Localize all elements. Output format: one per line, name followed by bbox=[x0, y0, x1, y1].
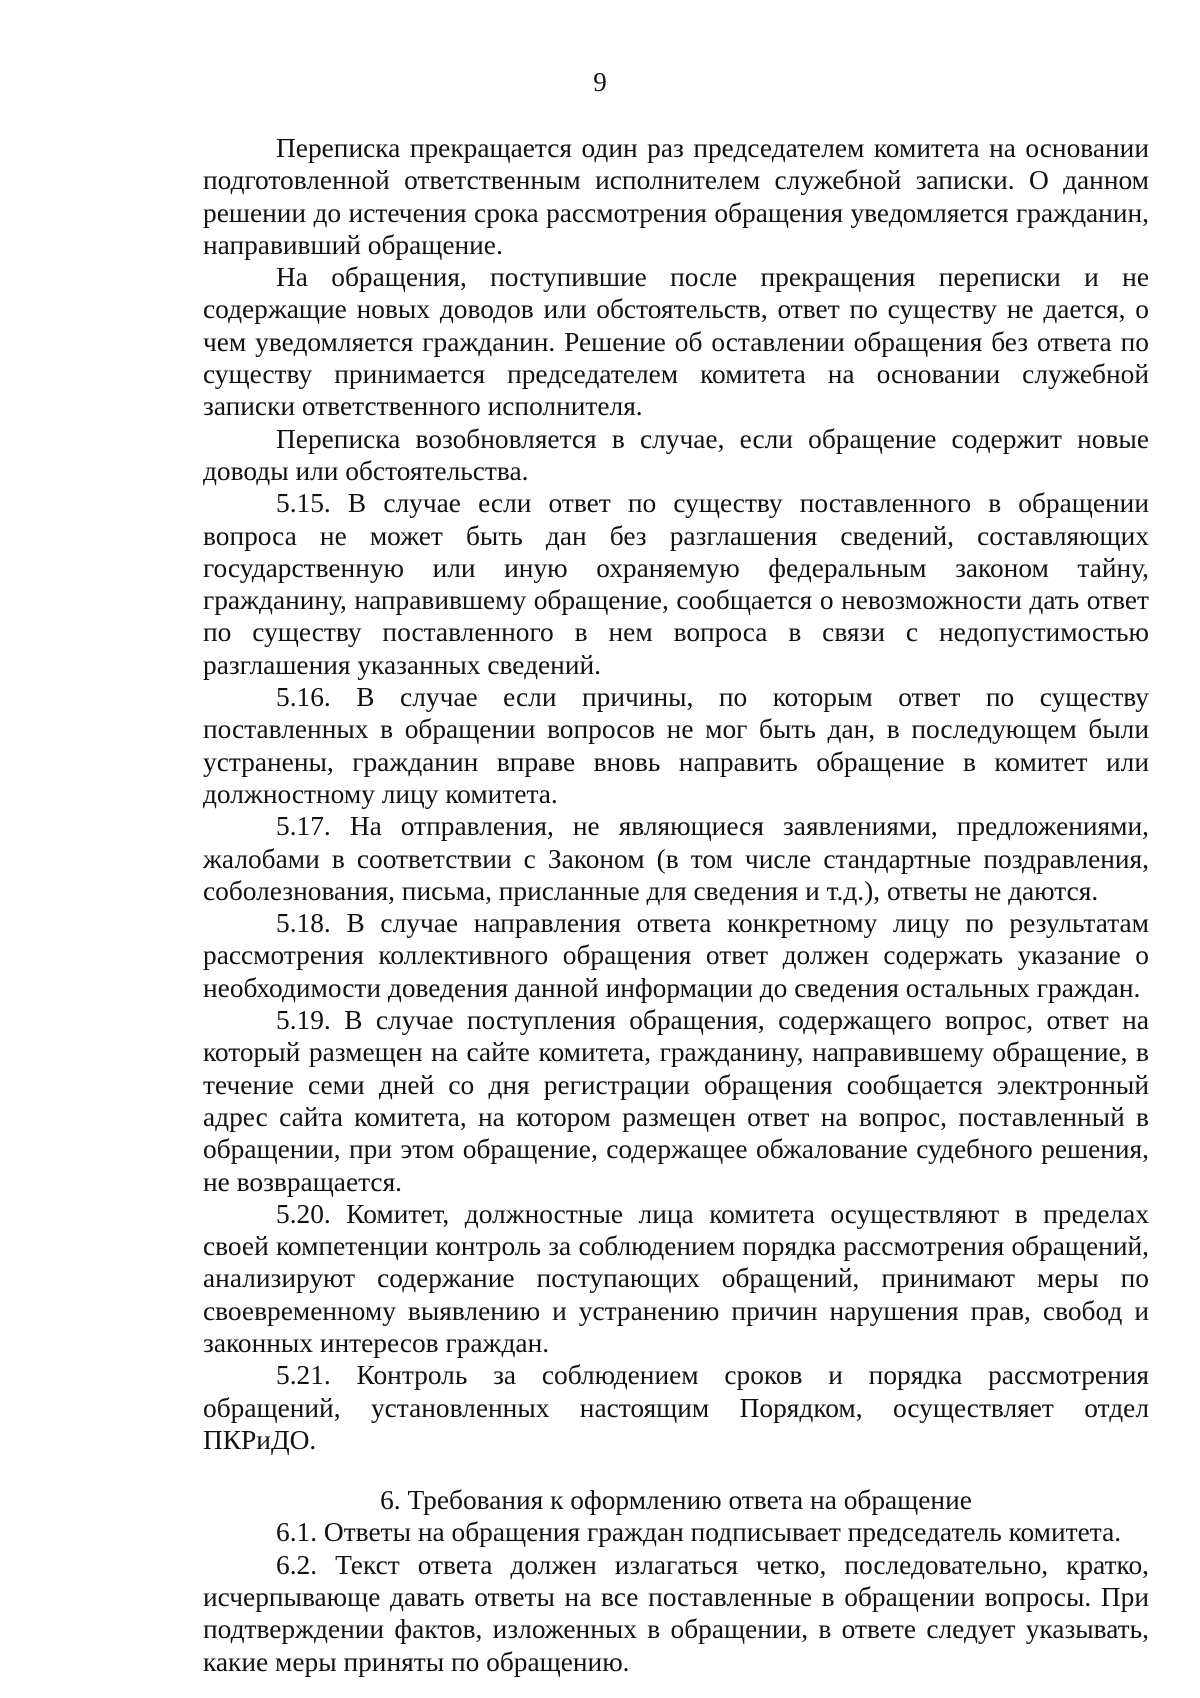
page-number: 9 bbox=[593, 67, 607, 97]
paragraph-5-18: 5.18. В случае направления ответа конкретному лицу по результатам рассмотрения коллективного обращения ответ должен содержать указание о необходимости доведения данной информации до сведения остальных граждан. bbox=[203, 908, 1149, 1003]
paragraph-5-16: 5.16. В случае если причины, по которым ответ по существу поставленных в обращении вопросов не мог быть дан, в последующем были устранены, гражданин вправе вновь направить обращение в комитет или должностному лицу комитета. bbox=[203, 682, 1149, 809]
paragraph-correspondence-termination: Переписка прекращается один раз председателем комитета на основании подготовленной ответственным исполнителем служебной записки. О данном решении до истечения срока рассмотрения обращения уведомляется гражданин, направивший обращение. bbox=[203, 133, 1149, 260]
document-body bbox=[203, 132, 1149, 1678]
paragraph-5-17: 5.17. На отправления, не являющиеся заявлениями, предложениями, жалобами в соответствии с Законом (в том числе стандартные поздравления, соболезнования, письма, присланные для сведения и т.д.), ответы не даются. bbox=[203, 811, 1149, 906]
paragraph-5-21: 5.21. Контроль за соблюдением сроков и порядка рассмотрения обращений, установленных настоящим Порядком, осуществляет отдел ПКРиДО. bbox=[203, 1360, 1149, 1455]
section-heading-6: 6. Требования к оформлению ответа на обращение bbox=[380, 1485, 972, 1516]
paragraph-5-20: 5.20. Комитет, должностные лица комитета осуществляют в пределах своей компетенции контроль за соблюдением порядка рассмотрения обращений, анализируют содержание поступающих обращений, принимают меры по своевременному выявлению и устранению причин нарушения прав, свобод и законных интересов граждан. bbox=[203, 1198, 1149, 1358]
paragraph-appeals-after-termination: На обращения, поступившие после прекращения переписки и не содержащие новых доводов или обстоятельств, ответ по существу не дается, о чем уведомляется гражданин. Решение об оставлении обращения без ответа по существу принимается председателем комитета на основании служебной записки ответственного исполнителя. bbox=[203, 262, 1149, 422]
paragraph-correspondence-resumption: Переписка возобновляется в случае, если обращение содержит новые доводы или обстоятельства. bbox=[203, 423, 1149, 486]
paragraph-5-19: 5.19. В случае поступления обращения, содержащего вопрос, ответ на который размещен на сайте комитета, гражданину, направившему обращение, в течение семи дней со дня регистрации обращения сообщается электронный адрес сайта комитета, на котором размещен ответ на вопрос, поставленный в обращении, при этом обращение, содержащее обжалование судебного решения, не возвращается. bbox=[203, 1005, 1149, 1197]
paragraph-6-2: 6.2. Текст ответа должен излагаться четко, последовательно, кратко, исчерпывающе давать ответы на все поставленные в обращении вопросы. При подтверждении фактов, изложенных в обращении, в ответе следует указывать, какие меры приняты по обращению. bbox=[203, 1549, 1149, 1677]
paragraph-5-15: 5.15. В случае если ответ по существу поставленного в обращении вопроса не может быть дан без разглашения сведений, составляющих государственную или иную охраняемую федеральным законом тайну, гражданину, направившему обращение, сообщается о невозможности дать ответ по существу поставленного в нем вопроса в связи с недопустимостью разглашения указанных сведений. bbox=[203, 488, 1149, 680]
paragraph-6-1: 6.1. Ответы на обращения граждан подписывает председатель комитета. bbox=[276, 1517, 1122, 1548]
